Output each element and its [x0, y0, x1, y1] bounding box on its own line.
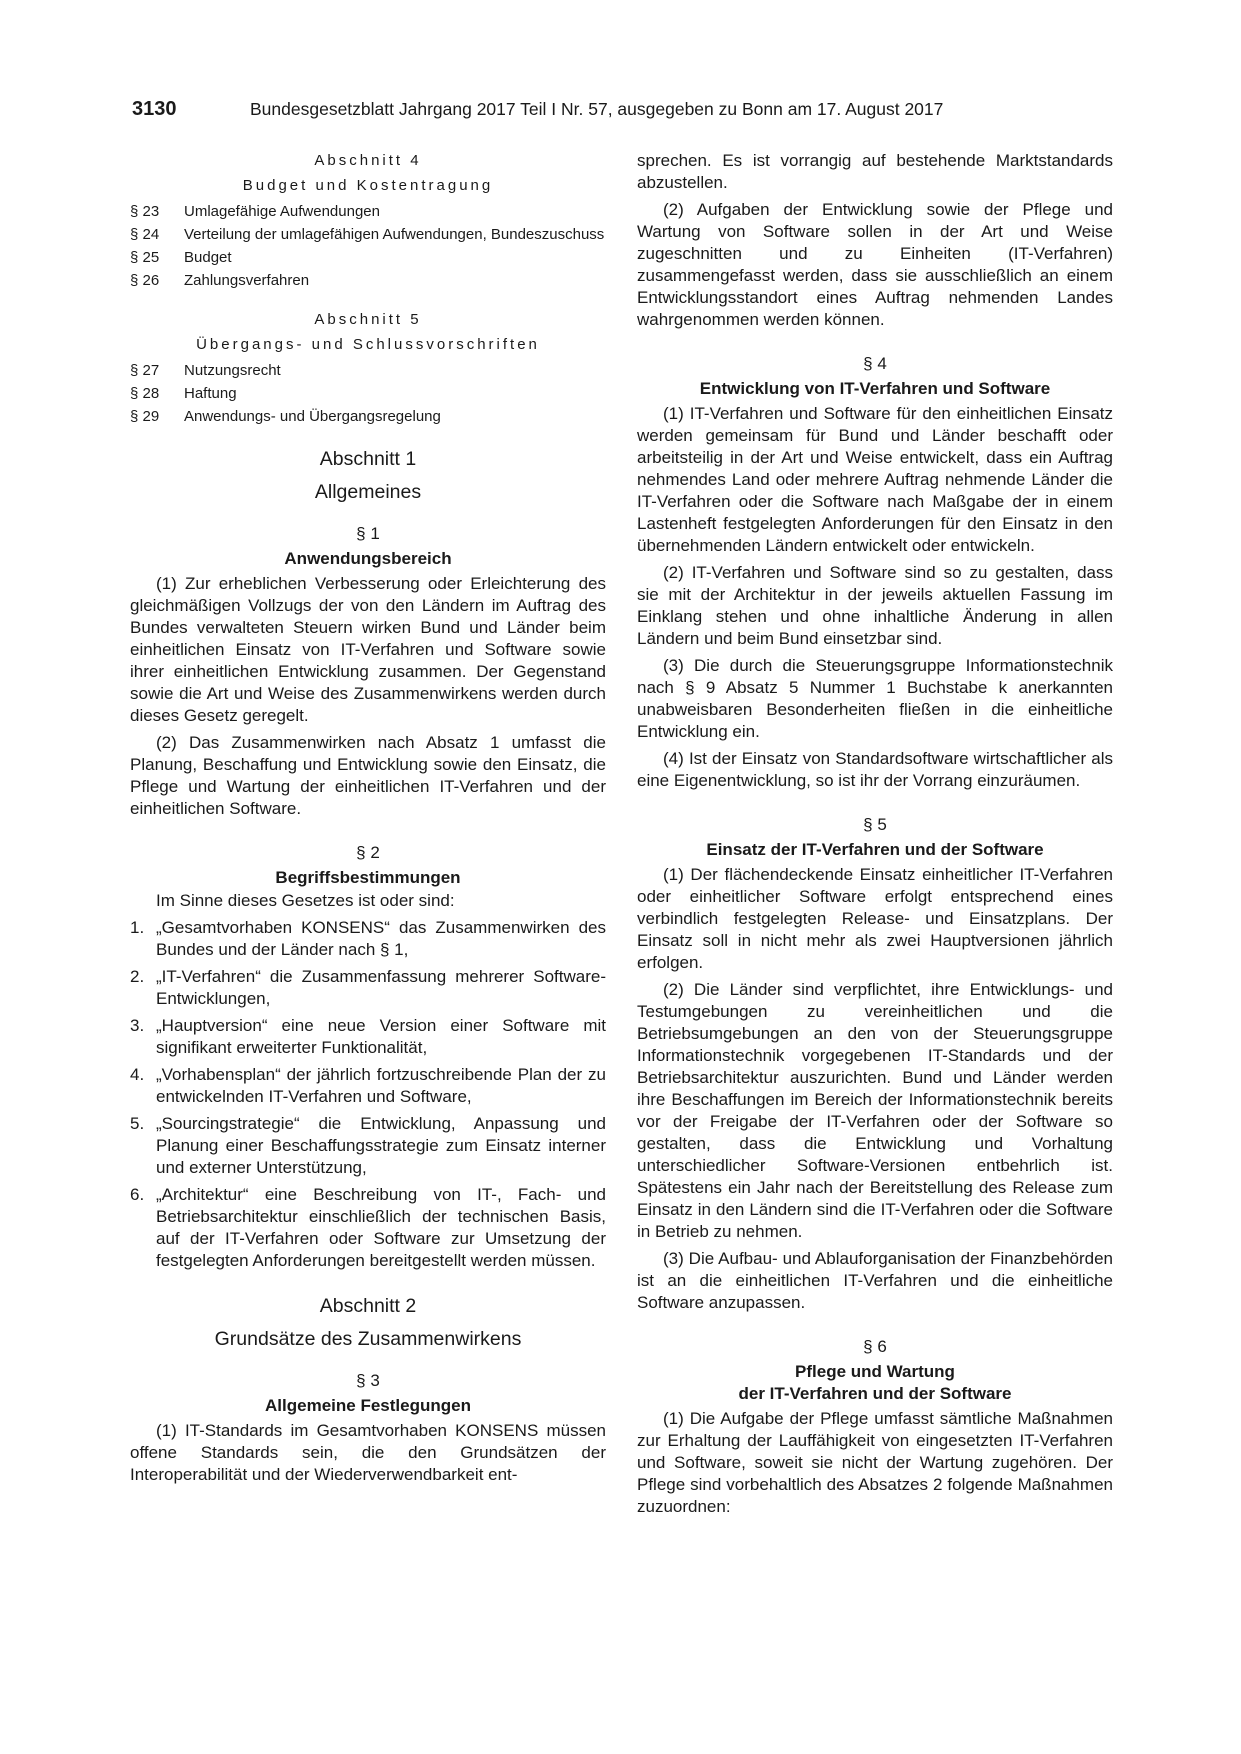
toc-entry-num: § 27 — [130, 362, 160, 379]
paragraph-sign: § 2 — [356, 843, 380, 862]
paragraph-title: Pflege und Wartung — [795, 1362, 955, 1381]
paragraph-sign: § 6 — [863, 1337, 887, 1356]
list-text: „Vorhabensplan“ der jährlich fortzuschreibende Plan der zu entwickelnden IT-Verfahren und Software, — [156, 1065, 606, 1106]
toc-section-title: Budget und Kostentragung — [242, 177, 494, 194]
toc-entry-num: § 23 — [130, 203, 160, 220]
list-text: „Sourcingstrategie“ die Entwicklung, Anpassung und Planung einer Beschaffungsstrategie zum Einsatz interner und externer Unterstützung, — [156, 1114, 606, 1177]
body-paragraph: (1) IT-Verfahren und Software für den einheitlichen Einsatz werden gemeinsam für Bund und Länder beschafft oder arbeitsteilig in der Art und Weise entwickelt, dass ein Auftrag nehmendes Land oder mehrere Auftrag nehmende Länder die IT-Verfahren oder die Software nach Maßgabe der in einem Lastenheft festgelegten Anforderungen für den Einsatz in den übernehmenden Ländern entwickelt oder entwickeln. — [637, 404, 1113, 555]
list-number: 4. — [130, 1065, 145, 1084]
section-title: Grundsätze des Zusammenwirkens — [214, 1328, 522, 1350]
list-item — [130, 1064, 606, 1108]
list-number: 6. — [130, 1185, 145, 1204]
list-text: „Hauptversion“ eine neue Version einer Software mit signifikant erweiterter Funktionalität, — [156, 1016, 606, 1057]
body-paragraph: (2) IT-Verfahren und Software sind so zu gestalten, dass sie mit der Architektur in der jeweils aktuellen Fassung im Einklang stehen und ohne inhaltliche Änderung in allen Ländern und beim Bund einsetzbar sind. — [637, 563, 1113, 648]
body-paragraph: (1) Die Aufgabe der Pflege umfasst sämtliche Maßnahmen zur Erhaltung der Lauffähigkeit von eingesetzten IT-Verfahren und Software, soweit sie nicht der Wartung zugehören. Der Pflege sind vorbehaltlich des Absatzes 2 folgende Maßnahmen zuzuordnen: — [637, 1409, 1113, 1516]
toc-entry-num: § 26 — [130, 272, 160, 289]
list-text: „Architektur“ eine Beschreibung von IT-, Fach- und Betriebsarchitektur einschließlich der technischen Basis, auf der IT-Verfahren oder Software zur Umsetzung der festgelegten Anforderungen bereitgestellt werden müssen. — [156, 1185, 606, 1270]
right-column — [637, 150, 1113, 1518]
body-paragraph: (4) Ist der Einsatz von Standardsoftware wirtschaftlicher als eine Eigenentwicklung, so ist ihr der Vorrang einzuräumen. — [637, 749, 1113, 790]
paragraph-title: Allgemeine Festlegungen — [265, 1396, 471, 1415]
toc-entry-num: § 28 — [130, 385, 160, 402]
toc-entry-text: Haftung — [184, 385, 237, 402]
left-column — [130, 150, 606, 1486]
paragraph-sign: § 1 — [356, 524, 380, 543]
page-header — [132, 98, 1116, 128]
paragraph-title: Anwendungsbereich — [284, 549, 452, 568]
toc-entry-num: § 25 — [130, 249, 160, 266]
body-paragraph: (2) Das Zusammenwirken nach Absatz 1 umfasst die Planung, Beschaffung und Entwicklung sowie den Einsatz, die Pflege und Wartung der einheitlichen IT-Verfahren und der einheitlichen Software. — [130, 733, 606, 818]
toc-entry — [130, 408, 606, 425]
toc-entry — [130, 362, 606, 379]
section-label: Abschnitt 2 — [319, 1295, 417, 1317]
page-number: 3130 — [132, 98, 177, 120]
list-number: 3. — [130, 1016, 145, 1035]
toc-entry — [130, 249, 606, 266]
list-item — [130, 1184, 606, 1272]
paragraph-title: der IT-Verfahren und der Software — [738, 1384, 1012, 1403]
list-item — [130, 917, 606, 961]
toc-entry — [130, 203, 606, 220]
list-text: „Gesamtvorhaben KONSENS“ das Zusammenwirken des Bundes und der Länder nach § 1, — [156, 918, 606, 959]
body-paragraph: (3) Die Aufbau- und Ablauforganisation der Finanzbehörden ist an die einheitlichen IT-Verfahren und die einheitliche Software anzupassen. — [637, 1249, 1113, 1312]
toc-entry-num: § 29 — [130, 408, 160, 425]
toc-entry — [130, 272, 606, 289]
body-paragraph: (1) Zur erheblichen Verbesserung oder Erleichterung des gleichmäßigen Vollzugs der von den Ländern im Auftrag des Bundes verwalteten Steuern wirken Bund und Länder beim einheitlichen Einsatz von IT-Verfahren und Software sowie ihrer einheitlichen Entwicklung zusammen. Der Gegenstand sowie die Art und Weise des Zusammenwirkens werden durch dieses Gesetz geregelt. — [130, 574, 606, 725]
gazette-title: Bundesgesetzblatt Jahrgang 2017 Teil I Nr. 57, ausgegeben zu Bonn am 17. August 2017 — [250, 99, 944, 119]
toc-section-label: Abschnitt 4 — [314, 152, 422, 169]
list-item — [130, 1015, 606, 1059]
section-title: Allgemeines — [314, 481, 422, 503]
list-item — [130, 1113, 606, 1179]
body-paragraph: (3) Die durch die Steuerungsgruppe Informationstechnik nach § 9 Absatz 5 Nummer 1 Buchstabe k anerkannten unabweisbaren Besonderheiten fließen in die einheitliche Entwicklung ein. — [637, 656, 1113, 741]
body-paragraph: Im Sinne dieses Gesetzes ist oder sind: — [156, 891, 455, 910]
section-label: Abschnitt 1 — [319, 448, 417, 470]
toc-entry — [130, 385, 606, 402]
body-paragraph-continued: sprechen. Es ist vorrangig auf bestehende Marktstandards abzustellen. — [637, 151, 1113, 192]
body-paragraph: (2) Aufgaben der Entwicklung sowie der Pflege und Wartung von Software sollen in der Art und Weise zugeschnitten und zu Einheiten (IT-Verfahren) zusammengefasst werden, dass sie ausschließlich an einem Entwicklungsstandort eines Auftrag nehmenden Landes wahrgenommen werden können. — [637, 200, 1113, 329]
toc — [130, 150, 606, 425]
paragraph-title: Einsatz der IT-Verfahren und der Software — [706, 840, 1044, 859]
paragraph-sign: § 4 — [863, 354, 887, 373]
paragraph-sign: § 3 — [356, 1371, 380, 1390]
toc-entry-text: Verteilung der umlagefähigen Aufwendungen, Bundeszuschuss — [184, 226, 605, 243]
toc-section-title: Übergangs- und Schlussvorschriften — [196, 336, 540, 353]
toc-entry-text: Umlagefähige Aufwendungen — [184, 203, 380, 220]
list-item — [130, 966, 606, 1010]
list-number: 1. — [130, 918, 145, 937]
body-paragraph: (1) IT-Standards im Gesamtvorhaben KONSENS müssen offene Standards sein, die den Grundsätzen der Interoperabilität und der Wiederverwendbarkeit ent- — [130, 1421, 606, 1484]
toc-entry-text: Zahlungsverfahren — [184, 272, 310, 289]
toc-section-label: Abschnitt 5 — [314, 311, 422, 328]
list-text: „IT-Verfahren“ die Zusammenfassung mehrerer Software-Entwicklungen, — [156, 967, 606, 1008]
list-number: 2. — [130, 967, 145, 986]
toc-entry-text: Anwendungs- und Übergangsregelung — [184, 408, 441, 425]
toc-entry-text: Nutzungsrecht — [184, 362, 281, 379]
body-paragraph: (2) Die Länder sind verpflichtet, ihre Entwicklungs- und Testumgebungen zu vereinheitlichen und die Betriebsumgebungen an den von der Steuerungsgruppe Informationstechnik vorgegebenen IT-Standards und der Betriebsarchitektur auszurichten. Bund und Länder werden ihre Beschaffungen im Bereich der Informationstechnik bereits vor der Freigabe der IT-Verfahren oder der Software so gestalten, dass die Entwicklung und Vorhaltung unterschiedlicher Software-Versionen entbehrlich ist. Spätestens ein Jahr nach der Bereitstellung des Release zum Einsatz in den Ländern sind die IT-Verfahren oder die Software in Betrieb zu nehmen. — [637, 980, 1113, 1241]
paragraph-title: Begriffsbestimmungen — [275, 868, 461, 887]
toc-entry-text: Budget — [184, 249, 232, 266]
paragraph-sign: § 5 — [863, 815, 887, 834]
list-number: 5. — [130, 1114, 145, 1133]
toc-entry-num: § 24 — [130, 226, 160, 243]
toc-entry — [130, 226, 606, 243]
body-paragraph: (1) Der flächendeckende Einsatz einheitlicher IT-Verfahren oder einheitlicher Software erfolgt entsprechend eines verbindlich festgelegten Release- und Einsatzplans. Der Einsatz soll in nicht mehr als zwei Hauptversionen jährlich erfolgen. — [637, 865, 1113, 972]
paragraph-title: Entwicklung von IT-Verfahren und Software — [699, 379, 1051, 398]
